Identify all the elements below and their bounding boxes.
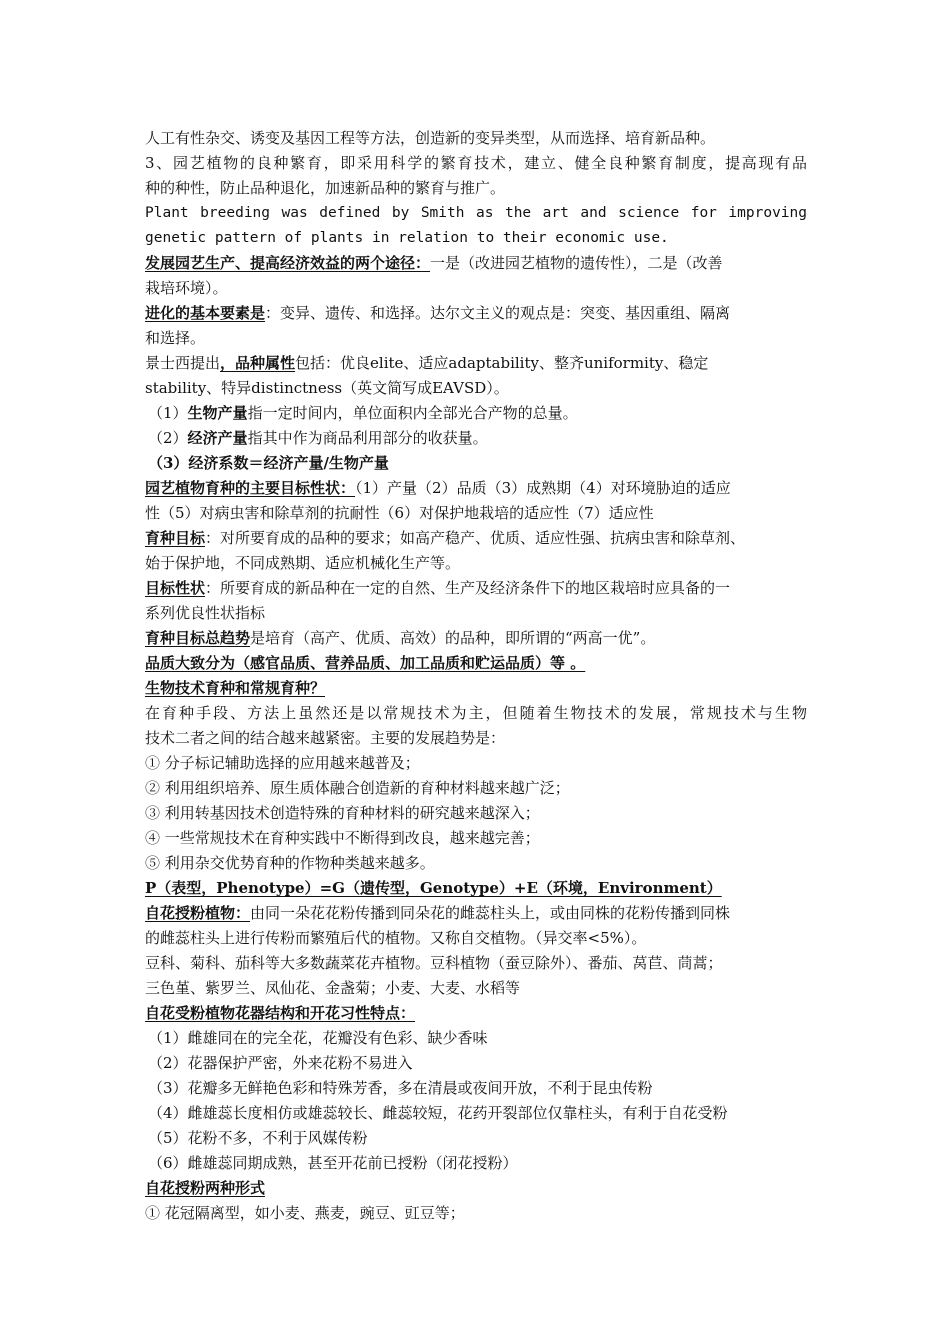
term-bold: 经济产量 [187,429,248,447]
text-line: 始于保护地，不同成熟期、适应机械化生产等。 [145,554,461,572]
term-definition: 包括：优良elite、适应adaptability、整齐uniformity、稳定 [295,354,709,372]
section-heading: 生物技术育种和常规育种？ [145,679,326,697]
list-number: （1） [148,404,188,422]
list-item: （5）花粉不多，不利于风媒传粉 [148,1129,368,1147]
list-item [148,426,810,451]
term-heading: ，品种属性 [220,354,296,372]
text-line: 技术二者之间的结合越来越紧密。主要的发展趋势是： [145,729,506,747]
text-line [145,351,807,376]
term-definition: 指一定时间内，单位面积内全部光合产物的总量。 [247,404,578,422]
text-line [145,651,807,676]
section-heading: 自花受粉植物花器结构和开花习性特点： [145,1004,416,1022]
text-line [145,676,807,701]
term-heading: 目标性状 [145,579,206,597]
list-item: （2）花器保护严密，外来花粉不易进入 [148,1054,413,1072]
list-item: ③ 利用转基因技术创造特殊的育种材料的研究越来越深入； [145,804,540,822]
text-line: 性（5）对病虫害和除草剂的抗耐性（6）对保护地栽培的适应性（7）适应性 [145,504,654,522]
list-item: ① 分子标记辅助选择的应用越来越普及； [145,754,420,772]
text-line [145,576,807,601]
term-definition: 一是（改进园艺植物的遗传性），二是（改善 [430,254,723,272]
text-line: 豆科、菊科、茄科等大多数蔬菜花卉植物。豆科植物（蚕豆除外）、番茄、莴苣、茼蒿； [145,954,723,972]
term-heading: 园艺植物育种的主要目标性状： [145,479,356,497]
text-line: 3、园艺植物的良种繁育，即采用科学的繁育技术，建立、健全良种繁育制度，提高现有品 [145,154,807,172]
section-heading: 自花授粉两种形式 [145,1179,266,1197]
text-line [145,626,807,651]
text-line: 栽培环境）。 [145,279,228,297]
list-item: ① 花冠隔离型，如小麦、燕麦，豌豆、豇豆等； [145,1204,465,1222]
section-heading: 品质大致分为（感官品质、营养品质、加工品质和贮运品质）等 。 [145,654,586,672]
text-span: 景士西提出 [145,354,221,372]
term-definition: 是培育（高产、优质、高效）的品种，即所谓的“两高一优”。 [250,629,656,647]
list-item: （6）雌雄蕊同期成熟，甚至开花前已授粉（闭花授粉） [148,1154,518,1172]
term-definition: 由同一朵花花粉传播到同朵花的雌蕊柱头上，或由同株的花粉传播到同株 [250,904,731,922]
text-line: 和选择。 [145,329,206,347]
text-line [145,901,807,926]
text-line: 的雌蕊柱头上进行传粉而繁殖后代的植物。又称自交植物。（异交率<5%）。 [145,929,647,947]
list-item: （4）雌雄蕊长度相仿或雄蕊较长、雌蕊较短，花药开裂部位仅靠柱头，有利于自花受粉 [148,1104,728,1122]
list-item: （3）经济系数＝经济产量/生物产量 [148,454,389,472]
term-definition: 指其中作为商品利用部分的收获量。 [247,429,488,447]
term-definition: ：变异、遗传、和选择。达尔文主义的观点是：突变、基因重组、隔离 [265,304,731,322]
list-item: ④ 一些常规技术在育种实践中不断得到改良，越来越完善； [145,829,540,847]
text-line [145,251,807,276]
english-text-line: genetic pattern of plants in relation to their economic use. [145,230,669,246]
text-line: 三色堇、紫罗兰、凤仙花、金盏菊；小麦、大麦、水稻等 [145,979,521,997]
term-heading: 自花授粉植物： [145,904,251,922]
term-definition: ：对所要育成的品种的要求；如高产稳产、优质、适应性强、抗病虫害和除草剂、 [205,529,746,547]
term-heading: 育种目标总趋势 [145,629,251,647]
term-heading: 进化的基本要素是 [145,304,266,322]
term-definition: ：所要育成的新品种在一定的自然、生产及经济条件下的地区栽培时应具备的一 [205,579,731,597]
text-line [145,476,807,501]
text-line [145,876,807,901]
text-line: 在育种手段、方法上虽然还是以常规技术为主，但随着生物技术的发展，常规技术与生物 [145,704,807,722]
english-text-line: Plant breeding was defined by Smith as the art and science for improving [145,205,807,221]
text-line [145,301,807,326]
list-item [148,401,810,426]
text-line [145,1001,807,1026]
term-heading: 育种目标 [145,529,206,547]
list-item: （1）雌雄同在的完全花，花瓣没有色彩、缺少香味 [148,1029,488,1047]
list-item: ② 利用组织培养、原生质体融合创造新的育种材料越来越广泛； [145,779,570,797]
text-line: 系列优良性状指标 [145,604,266,622]
list-number: （2） [148,429,188,447]
text-line: stability、特异distinctness（英文简写成EAVSD）。 [145,379,509,397]
term-bold: 生物产量 [187,404,248,422]
text-line [145,1176,807,1201]
term-heading: 发展园艺生产、提高经济效益的两个途径： [145,254,431,272]
term-definition: （1）产量（2）品质（3）成熟期（4）对环境胁迫的适应 [355,479,731,497]
formula-heading: P（表型，Phenotype）=G（遗传型，Genotype）+E（环境，Environment） [145,879,722,897]
text-line [145,526,807,551]
text-line: 人工有性杂交、诱变及基因工程等方法，创造新的变异类型，从而选择、培育新品种。 [145,129,716,147]
list-item: （3）花瓣多无鲜艳色彩和特殊芳香，多在清晨或夜间开放，不利于昆虫传粉 [148,1079,653,1097]
list-item: ⑤ 利用杂交优势育种的作物种类越来越多。 [145,854,435,872]
text-line: 种的种性，防止品种退化，加速新品种的繁育与推广。 [145,179,506,197]
